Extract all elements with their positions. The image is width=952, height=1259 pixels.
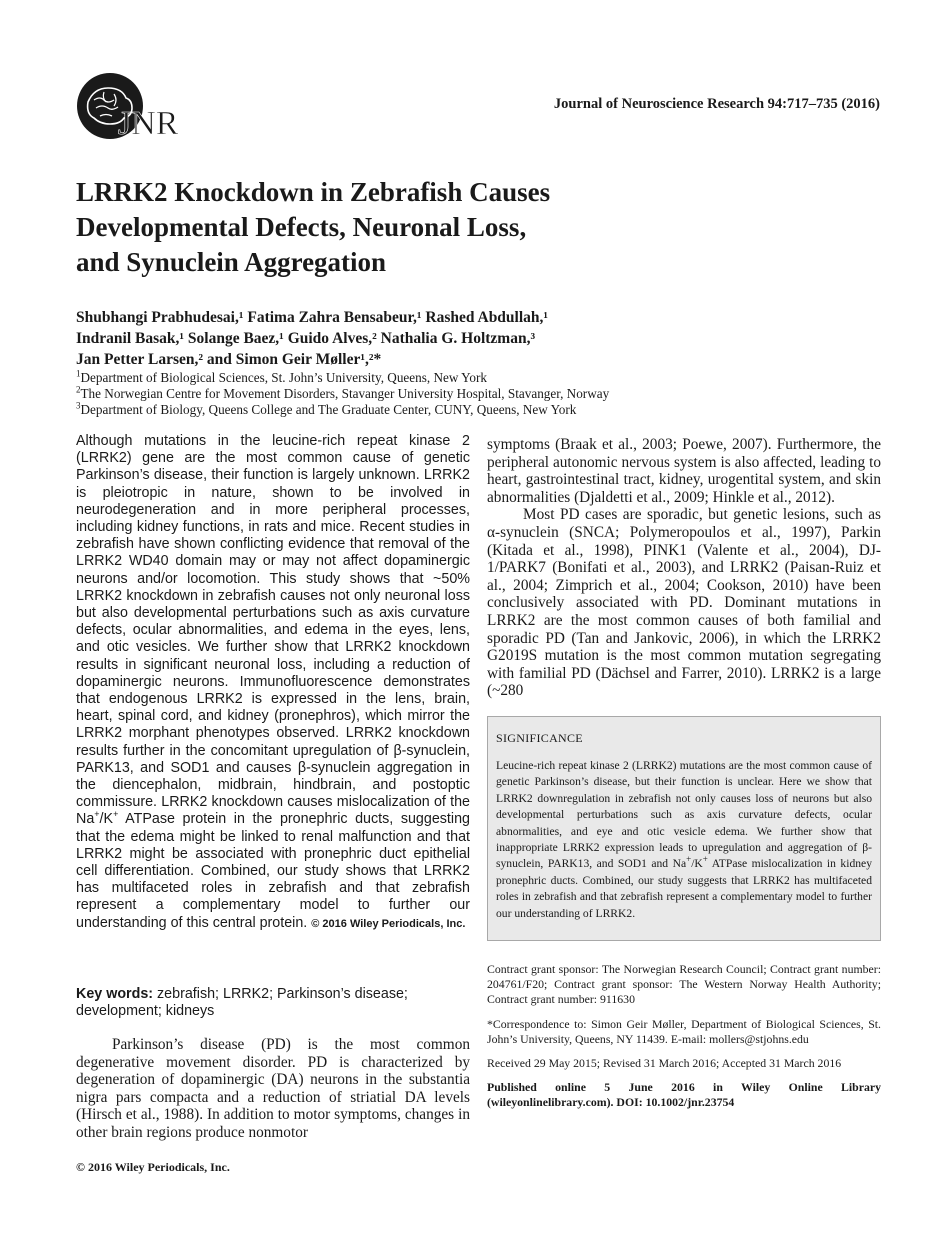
title-line-1: LRRK2 Knockdown in Zebrafish Causes	[76, 177, 551, 207]
svg-text:JNR: JNR	[118, 105, 178, 142]
significance-box	[487, 716, 881, 941]
significance-title: SIGNIFICANCE	[496, 731, 583, 745]
paper-title	[76, 175, 796, 280]
introduction-left: Parkinson’s disease (PD) is the most common degenerative movement disorder. PD is characterized by degeneration of dopaminergic (DA) neurons in the substantia nigra pars compacta and a reduction of striatial DA levels (Hirsch et al., 1988). In addition to motor symptoms, changes in other brain regions produce nonmotor	[76, 1036, 470, 1141]
footer-copyright: © 2016 Wiley Periodicals, Inc.	[76, 1160, 230, 1174]
authors-line-2: Indranil Basak,¹ Solange Baez,¹ Guido Alves,² Nathalia G. Holtzman,³	[76, 330, 536, 347]
correspondence: *Correspondence to: Simon Geir Møller, Department of Biological Sciences, St. John’s University, Queens, NY 11439. E-mail: mollers@stjohns.edu	[487, 1016, 881, 1046]
abstract: Although mutations in the leucine-rich repeat kinase 2 (LRRK2) gene are the most common cause of genetic Parkinson’s disease, their function is largely unknown. LRRK2 is pleiotropic in nature, shown to be involved in neurodegeneration and in more peripheral processes, including kidney functions, in rats and mice. Recent studies in zebrafish have shown conflicting evidence that removal of the LRRK2 WD40 domain may or may not affect dopaminergic neurons and/or locomotion. This study shows that ~50% LRRK2 knockdown in zebrafish causes not only neuronal loss but also developmental perturbations such as axis curvature defects, ocular abnormalities, and edema in the eyes, lens, and otic vesicles. We further show that LRRK2 knockdown results in significant neuronal loss, including a reduction of dopaminergic neurons. Immunofluorescence demonstrates that endogenous LRRK2 is expressed in the lens, brain, heart, spinal cord, and kidney (pronephros), which mirror the LRRK2 morphant phenotypes observed. LRRK2 knockdown results further in the concomitant upregulation of β-synuclein, PARK13, and SOD1 and causes β-synuclein aggregation in the diencephalon, midbrain, hindbrain, and postoptic commissure. LRRK2 knockdown causes mislocalization of the Na+/K+ ATPase protein in the pronephric ducts, suggesting that the edema might be linked to renal malfunction and that LRRK2 might be associated with pronephric duct epithelial cell differentiation. Combined, our study shows that LRRK2 has multifaceted roles in zebrafish and that zebrafish represent a complementary model to further our understanding of this central protein. © 2016 Wiley Periodicals, Inc.	[76, 433, 470, 931]
keywords-list: zebrafish; LRRK2; Parkinson’s disease; development; kidneys	[76, 986, 408, 1020]
title-line-2: Developmental Defects, Neuronal Loss,	[76, 212, 527, 242]
authors-line-3: Jan Petter Larsen,² and Simon Geir Møller¹,²*	[76, 351, 382, 368]
author-list	[76, 307, 876, 370]
article-notes	[487, 962, 881, 1120]
journal-logo	[74, 68, 178, 148]
intro-paragraph-2: Most PD cases are sporadic, but genetic lesions, such as α-synuclein (SNCA; Polymeropoulos et al., 1997), Parkin (Kitada et al., 1998), PINK1 (Valente et al., 2004), DJ-1/PARK7 (Bonifati et al., 2003), and LRRK2 (Paisan-Ruiz et al., 2004; Zimprich et al., 2004; Cookson, 2010) have been conclusively associated with PD. Dominant mutations in LRRK2 are the most common causes of both familial and sporadic PD (Tan and Jankovic, 2006), in which the LRRK2 G2019S mutation is the most common mutation segregating with familial PD (Dächsel and Farrer, 2010). LRRK2 is a large (~280	[487, 506, 881, 700]
grant-info: Contract grant sponsor: The Norwegian Research Council; Contract grant number: 204761/F20; Contract grant sponsor: The Western Norway Health Authority; Contract grant number: 911630	[487, 962, 881, 1007]
affiliation-1: $^1$Department of Biological Sciences, St. John’s University, Queens, New York	[76, 368, 487, 385]
journal-citation: Journal of Neuroscience Research 94:717–735 (2016)	[553, 96, 880, 112]
title-line-3: and Synuclein Aggregation	[76, 247, 387, 277]
abstract-copyright: © 2016 Wiley Periodicals, Inc.	[311, 917, 466, 930]
significance-text: Leucine-rich repeat kinase 2 (LRRK2) mutations are the most common cause of genetic Parkinson’s disease, but their function is unclear. Here we show that LRRK2 downregulation in zebrafish not only causes loss of neurons but also developmental perturbations such as axis curvature defects, ocular abnormalities, and eye and otic vesicle edema. We further show that inappropriate LRRK2 expression leads to upregulation and aggregation of β-synuclein, PARK13, and SOD1 and Na+/K+ ATPase mislocalization in kidney pronephric ducts. Combined, our study suggests that LRRK2 has multifaceted roles in zebrafish and that zebrafish represent a complementary model to further our understanding of LRRK2.	[496, 759, 872, 920]
received-dates: Received 29 May 2015; Revised 31 March 2016; Accepted 31 March 2016	[487, 1056, 842, 1071]
affiliation-3: $^3$Department of Biology, Queens College and The Graduate Center, CUNY, Queens, New York	[76, 400, 577, 417]
intro-paragraph-1: symptoms (Braak et al., 2003; Poewe, 2007). Furthermore, the peripheral autonomic nervous system is also affected, leading to heart, gastrointestinal tract, kidney, urogentital system, and skin abnormalities (Djaldetti et al., 2009; Hinkle et al., 2012).	[487, 436, 881, 506]
publication-info: Published online 5 June 2016 in Wiley Online Library (wileyonlinelibrary.com). DOI: 10.1002/jnr.23754	[487, 1080, 881, 1110]
affiliation-2: $^2$The Norwegian Centre for Movement Disorders, Stavanger University Hospital, Stavanger, Norway	[76, 384, 610, 401]
brain-logo-icon	[74, 68, 178, 148]
authors-line-1: Shubhangi Prabhudesai,¹ Fatima Zahra Bensabeur,¹ Rashed Abdullah,¹	[76, 309, 549, 326]
affiliations	[76, 370, 896, 418]
keywords-label: Key words:	[76, 986, 154, 1002]
introduction-right	[487, 436, 881, 700]
keywords	[76, 986, 470, 1020]
